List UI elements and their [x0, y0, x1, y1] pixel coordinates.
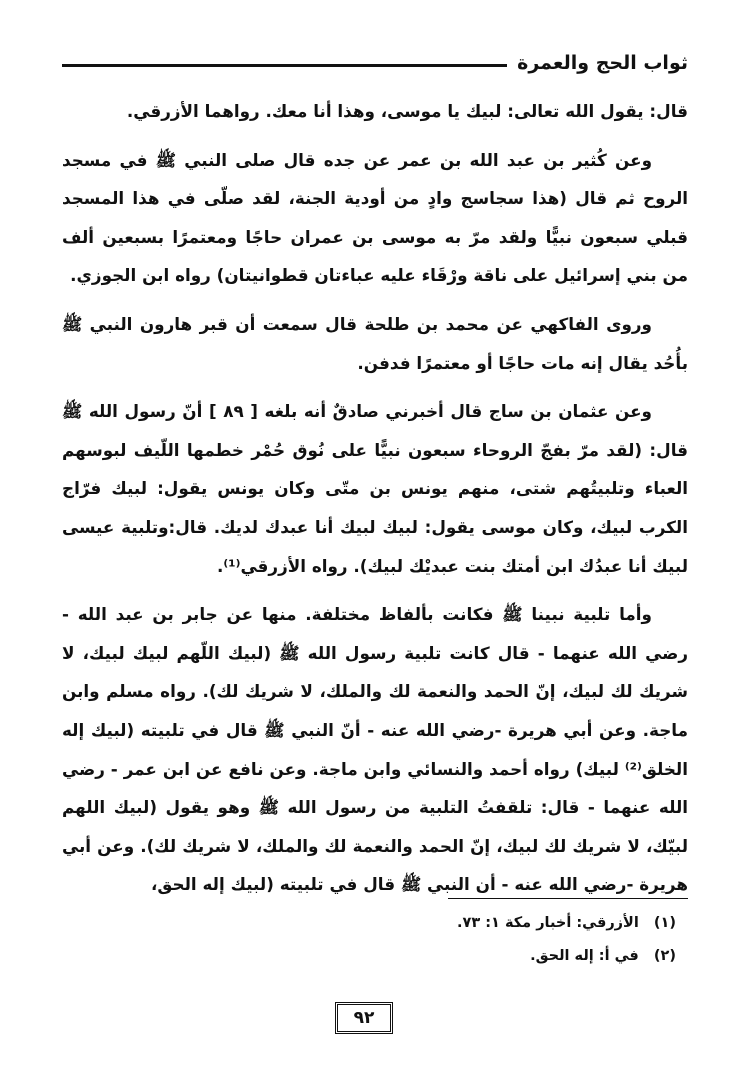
footnote [62, 940, 688, 973]
paragraph: وروى الفاكهي عن محمد بن طلحة قال سمعت أن قبر هارون النبي ﷺ بأُحُد يقال إنه مات حاجًا أو معتمرًا فدفن. [62, 313, 688, 373]
paragraph: وأما تلبية نبينا ﷺ فكانت بألفاظ مختلفة. منها عن جابر بن عبد الله - رضي الله عنهما - قال كانت تلبية رسول الله ﷺ (لبيك اللّهم لبيك لبيك، لا شريك لك لبيك، إنّ الحمد والنعمة لك والملك، لا شريك لك). رواه مسلم وابن ماجة. وعن أبي هريرة -رضي الله عنه - أنّ النبي ﷺ قال في تلبيته (لبيك إله الخلق⁽²⁾ لبيك) رواه أحمد والنسائي وابن ماجة. وعن نافع عن ابن عمر - رضي الله عنهما - قال: تلقفتُ التلبية من رسول الله ﷺ وهو يقول (لبيك اللهم لبيّك، لا شريك لك لبيك، إنّ الحمد والنعمة لك والملك، لا شريك لك). وعن أبي هريرة -رضي الله عنه - أن النبي ﷺ قال في تلبيته (لبيك إله الحق، [62, 604, 688, 895]
footnote-number: (٢) [653, 948, 676, 964]
footnote-text: الأزرقي: أخبار مكة ١: ٧٣. [456, 915, 639, 931]
paragraph: وعن كُثير بن عبد الله بن عمر عن جده قال صلى النبي ﷺ في مسجد الروح ثم قال (هذا سجاسج وادٍ من أودية الجنة، لقد صلّى في هذا المسجد قبلي سبعون نبيًّا ولقد مرّ به موسى بن عمران حاجًا ومعتمرًا بسبعين ألف من بني إسرائيل على ناقة ورْقَاء عليه عباءتان قطوانيتان) رواه ابن الجوزي. [62, 149, 688, 286]
paragraph: قال: يقول الله تعالى: لبيك يا موسى، وهذا أنا معك. رواهما الأزرقي. [126, 101, 688, 121]
footnotes [62, 898, 688, 973]
paragraph: وعن عثمان بن ساج قال أخبرني صادقٌ أنه بلغه [ ٨٩ ] أنّ رسول الله ﷺ قال: (لقد مرّ بفجّ الروحاء سبعون نبيًّا على نُوق حُمْر خطمها اللّيف لبوسهم العباء وتلبيتُهم شتى، منهم يونس بن متّى وكان يونس يقول: لبيك فرّاج الكرب لبيك، وكان موسى يقول: لبيك لبيك أنا عبدك لديك. قال:وتلبية عيسى لبيك أنا عبدُك ابن أمتك بنت عبديْك لبيك). رواه الأزرقي⁽¹⁾. [62, 401, 688, 576]
running-header [62, 46, 688, 80]
page-number: ٩٢ [335, 1002, 393, 1034]
footnote [62, 907, 688, 940]
footnote-text: في أ: إله الحق. [530, 948, 639, 964]
header-rule [62, 64, 507, 67]
footnote-rule [448, 898, 688, 899]
header-title: ثواب الحج والعمرة [517, 52, 688, 74]
footnote-number: (١) [653, 915, 676, 931]
body-text [62, 92, 688, 914]
